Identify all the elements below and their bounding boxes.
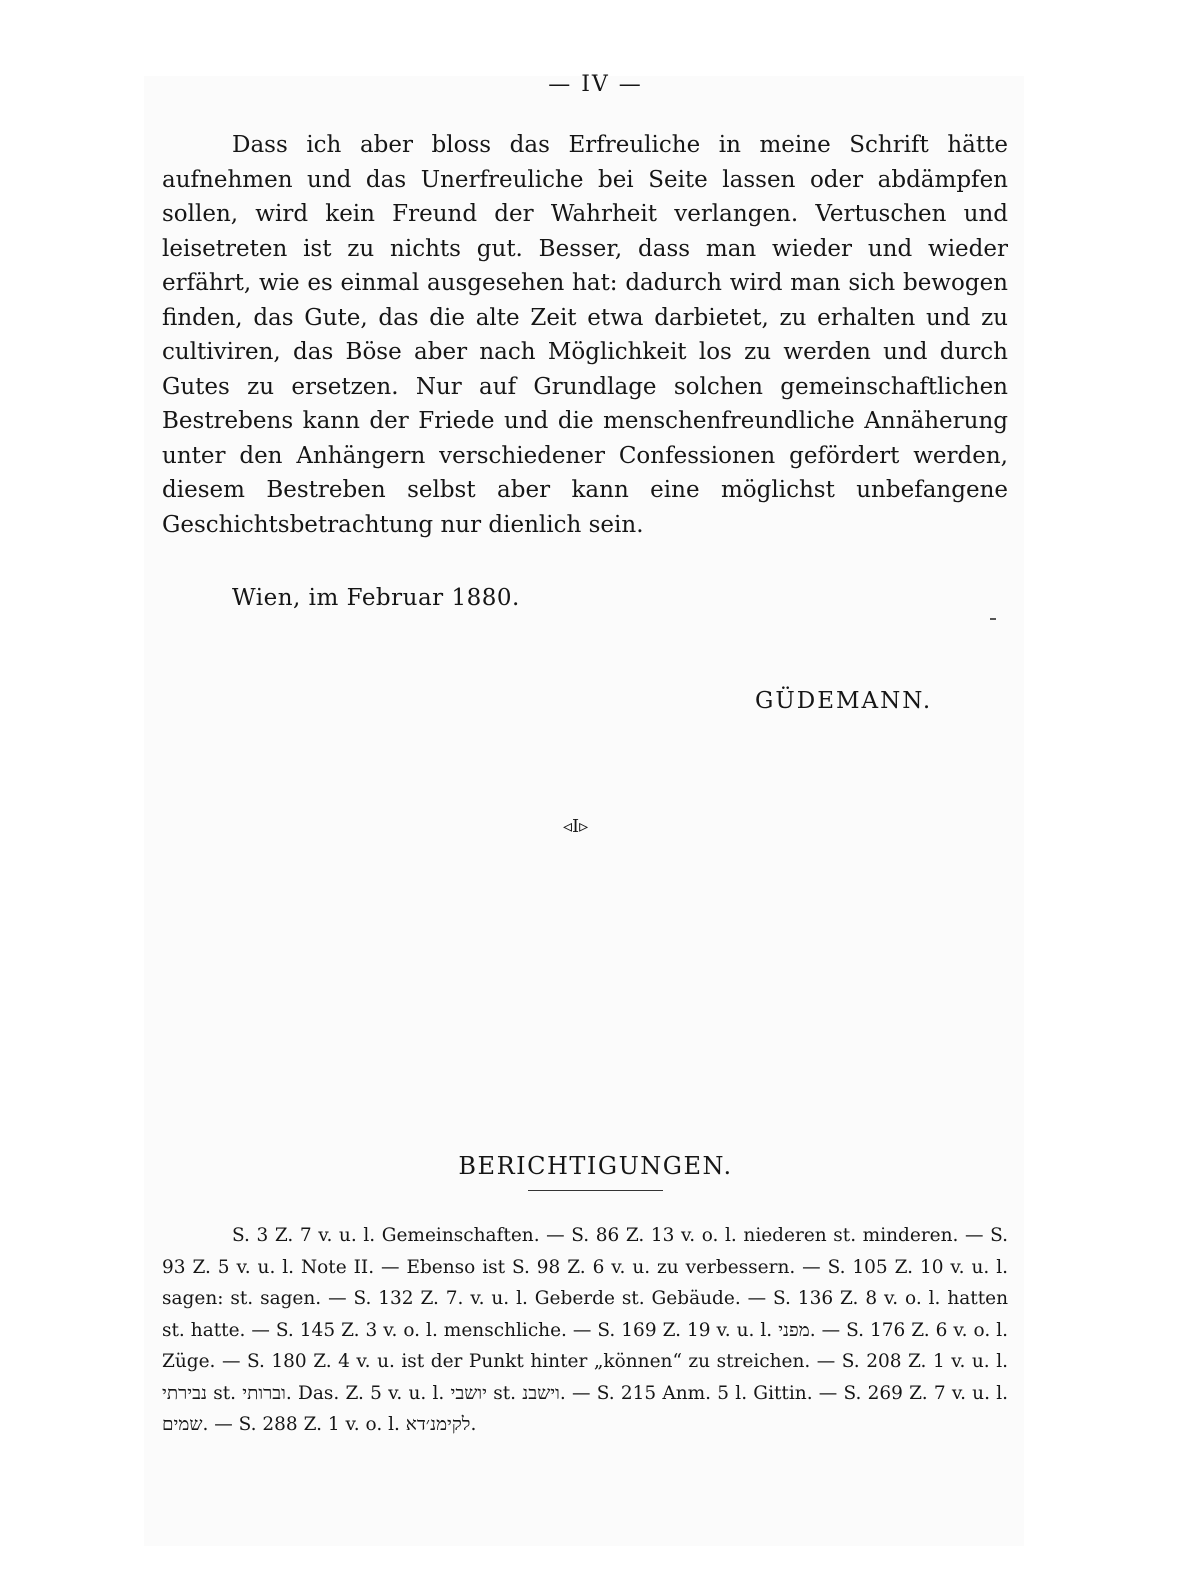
errata-title: BERICHTIGUNGEN. (458, 1152, 733, 1180)
preface-body (162, 128, 1008, 542)
section-ornament-icon: ◃I▹ (563, 816, 589, 837)
dateline: Wien, im Februar 1880. (232, 585, 520, 611)
stray-ink-mark (990, 618, 996, 620)
errata-body (162, 1220, 1008, 1441)
errata-title-rule (528, 1190, 663, 1191)
preface-paragraph: Dass ich aber bloss das Erfreuliche in meine Schrift hätte aufnehmen und das Unerfreuliche bei Seite lassen oder abdämpfen sollen, wird kein Freund der Wahrheit verlangen. Vertuschen und leisetreten ist zu nichts gut. Besser, dass man wieder und wieder erfährt, wie es einmal ausgesehen hat: dadurch wird man sich bewogen finden, das Gute, das die alte Zeit etwa darbietet, zu erhalten und zu cultiviren, das Böse aber nach Möglichkeit los zu werden und durch Gutes zu ersetzen. Nur auf Grundlage solchen gemeinschaftlichen Bestrebens kann der Friede und die menschenfreundliche Annäherung unter den Anhängern verschiedener Confessionen gefördert werden, diesem Bestreben selbst aber kann eine möglichst unbefangene Geschichtsbetrachtung nur dienlich sein. (162, 132, 1008, 538)
errata-paragraph: S. 3 Z. 7 v. u. l. Gemeinschaften. — S. 86 Z. 13 v. o. l. niederen st. minderen. — S. 93 Z. 5 v. u. l. Note II. — Ebenso ist S. 98 Z. 6 v. u. zu verbessern. — S. 105 Z. 10 v. u. l. sagen: st. sagen. — S. 132 Z. 7. v. u. l. Geberde st. Gebäude. — S. 136 Z. 8 v. o. l. hatten st. hatte. — S. 145 Z. 3 v. o. l. menschliche. — S. 169 Z. 19 v. u. l. מפני. — S. 176 Z. 6 v. o. l. Züge. — S. 180 Z. 4 v. u. ist der Punkt hinter „können“ zu streichen. — S. 208 Z. 1 v. u. l. נבירתי st. וברותי. Das. Z. 5 v. u. l. יושבי st. וישבנ. — S. 215 Anm. 5 l. Gittin. — S. 269 Z. 7 v. u. l. שמים. — S. 288 Z. 1 v. o. l. לקימנ׳דא. (162, 1225, 1008, 1435)
author-signature: GÜDEMANN. (755, 688, 933, 714)
page-number-header: — IV — (548, 72, 643, 97)
